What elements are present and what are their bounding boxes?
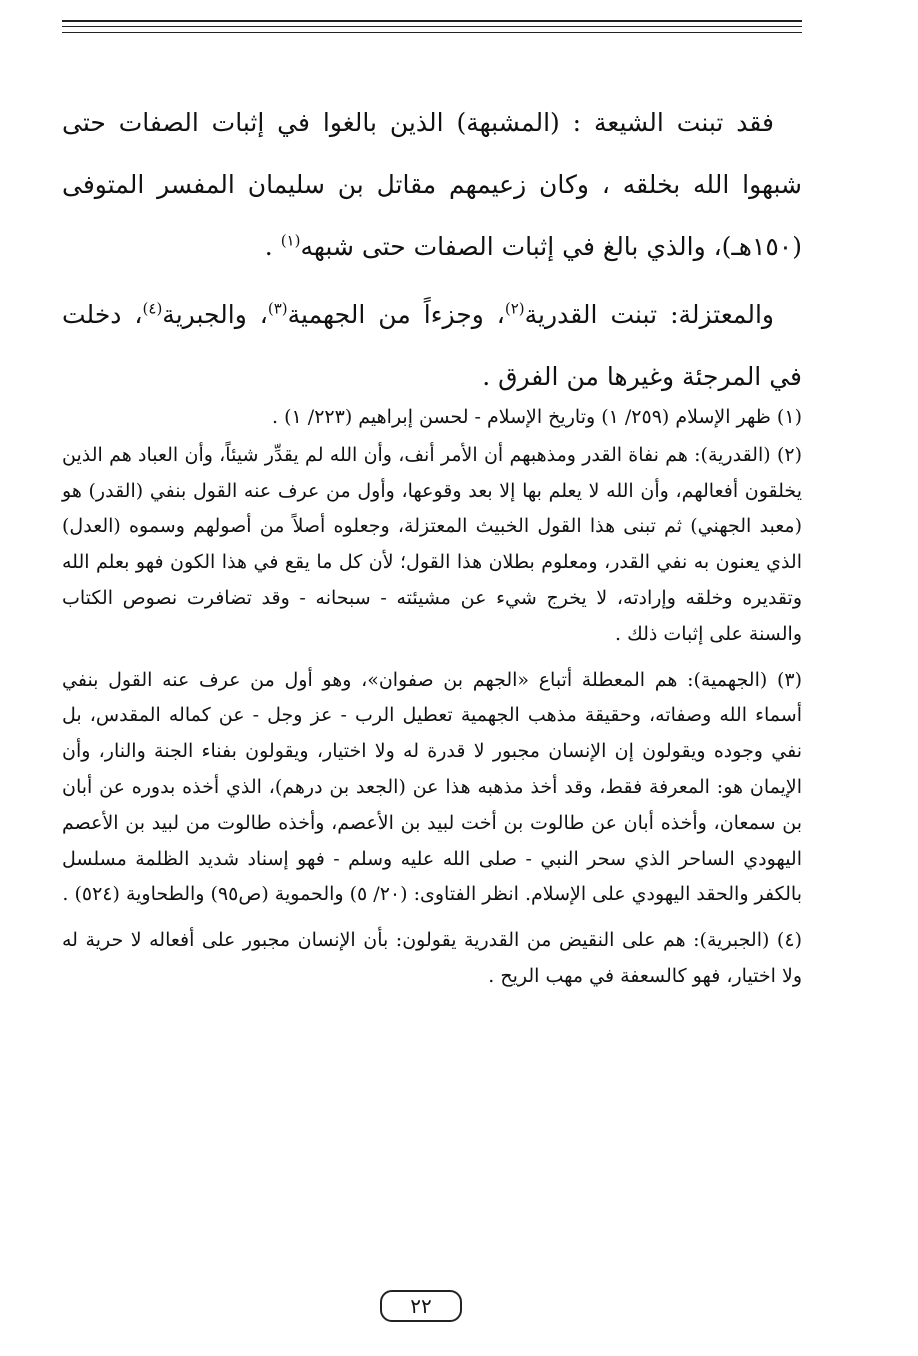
paragraph-text: والمعتزلة: تبنت القدرية bbox=[524, 300, 774, 329]
paragraph-text: ، دخلت في المرجئة وغيرها من الفرق . bbox=[62, 300, 802, 391]
footnotes bbox=[62, 400, 802, 997]
paragraph-text: ، وجزءاً من الجهمية bbox=[287, 300, 505, 329]
footnote-1: (١) ظهر الإسلام (٢٥٩/ ١) وتاريخ الإسلام - لحسن إبراهيم (٢٢٣/ ١) . bbox=[272, 406, 802, 428]
header-rule bbox=[62, 32, 802, 33]
paragraph-text: ، والجبرية bbox=[162, 300, 268, 329]
main-paragraph-2 bbox=[62, 284, 802, 408]
footnote-ref: (١) bbox=[280, 231, 301, 250]
footnote-ref: (٤) bbox=[142, 299, 163, 318]
footnote-3: (٣) (الجهمية): هم المعطلة أتباع «الجهم بن صفوان»، وهو أول من عرف عنه القول بنفي أسماء الله وصفاته، وحقيقة مذهب الجهمية تعطيل الرب - عز وجل - عن كماله المقدس، بل نفي وجوده ويقولون إن الإنسان مجبور لا قدرة له ولا اختيار، ويقولون بفناء الجنة والنار، وأن الإيمان هو: المعرفة فقط، وقد أخذ مذهبه هذا عن (الجعد بن درهم)، الذي أخذه بدوره عن أبان بن سمعان، وأخذه أبان عن طالوت بن أخت لبيد بن الأعصم، وأخذه طالوت من لبيد بن الأعصم اليهودي الساحر الذي سحر النبي - صلى الله عليه وسلم - فهو إسناد شديد الظلمة مسلسل بالكفر والحقد اليهودي على الإسلام. انظر الفتاوى: (٢٠/ ٥) والحموية (ص٩٥) والطحاوية (٥٢٤) . bbox=[62, 668, 802, 906]
header-rule bbox=[62, 20, 802, 22]
header-rule bbox=[62, 26, 802, 27]
paragraph-text: فقد تبنت الشيعة : (المشبهة) الذين بالغوا في إثبات الصفات حتى شبهوا الله بخلقه ، وكان زعيمهم مقاتل بن سليمان المفسر المتوفى (١٥٠هـ)، والذي بالغ في إثبات الصفات حتى شبهه bbox=[62, 108, 802, 261]
footnote-ref: (٣) bbox=[267, 299, 288, 318]
paragraph-tail: . bbox=[264, 232, 281, 261]
page-number: ٢٢ bbox=[380, 1290, 462, 1322]
footnote-2: (٢) (القدرية): هم نفاة القدر ومذهبهم أن الأمر أنف، وأن الله لم يقدِّر شيئاً، وأن العباد هم الذين يخلقون أفعالهم، وأن الله لا يعلم بها إلا بعد وقوعها، وأول من عرف عنه القول بنفي (القدر) هو (معبد الجهني) ثم تبنى هذا القول الخبيث المعتزلة، وجعلوه أصلاً من أصولهم وسموه (العدل) الذي يعنون به نفي القدر، ومعلوم بطلان هذا القول؛ لأن كل ما يقع في هذا الكون فهو بعلم الله وتقديره وخلقه وإرادته، لا يخرج شيء عن مشيئته - سبحانه - وقد تضافرت نصوص الكتاب والسنة على إثبات ذلك . bbox=[62, 443, 802, 645]
footnote-4: (٤) (الجبرية): هم على النقيض من القدرية يقولون: بأن الإنسان مجبور على أفعاله لا حرية له ولا اختيار، فهو كالسعفة في مهب الريح . bbox=[62, 929, 802, 987]
main-paragraph-1 bbox=[62, 92, 802, 278]
footnote-ref: (٢) bbox=[504, 299, 525, 318]
main-text bbox=[62, 92, 802, 414]
